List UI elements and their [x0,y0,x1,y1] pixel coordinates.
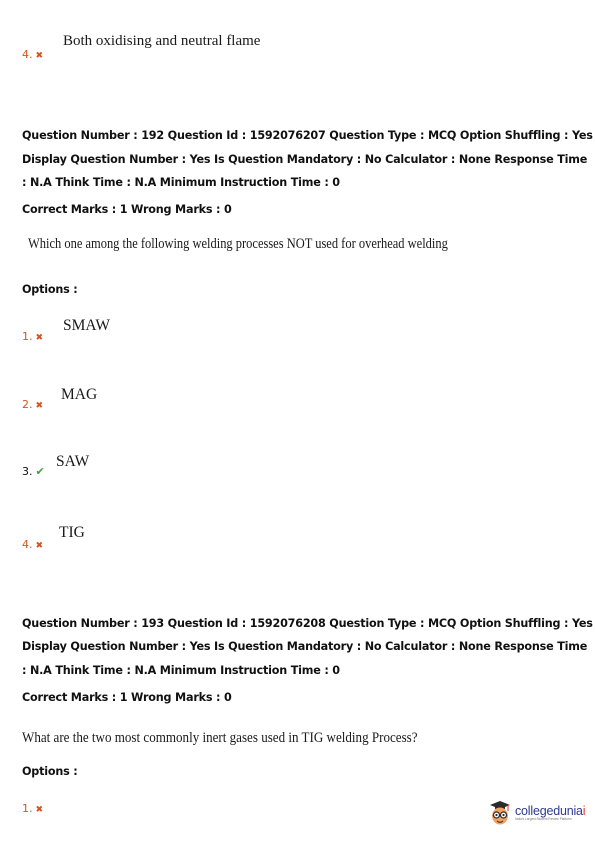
q192-meta-line-3: : N.A Think Time : N.A Minimum Instruction Time : 0 [22,176,340,189]
q192-option-4-text: TIG [59,524,85,541]
q192-option-2-number: 2. ✖ [22,398,44,411]
q192-option-1-number: 1. ✖ [22,330,44,343]
logo-wordmark: collegeduniai [515,803,586,818]
graduate-owl-icon [489,800,511,826]
q192-question-text: Which one among the following welding processes NOT used for overhead welding [28,236,448,252]
q192-option-4-number: 4. ✖ [22,538,44,551]
wrong-mark-icon: ✖ [35,401,44,411]
q192-meta-line-1: Question Number : 192 Question Id : 1592076207 Question Type : MCQ Option Shuffling : Yes [22,129,593,142]
q192-option-3-text: SAW [56,453,90,470]
q193-marks: Correct Marks : 1 Wrong Marks : 0 [22,691,232,704]
q192-option-2-text: MAG [61,386,98,403]
q192-options-label: Options : [22,283,78,296]
collegedunia-logo [489,800,585,826]
q192-marks: Correct Marks : 1 Wrong Marks : 0 [22,203,232,216]
q192-option-3-number: 3. ✔ [22,465,45,478]
q193-meta-line-1: Question Number : 193 Question Id : 1592076208 Question Type : MCQ Option Shuffling : Yes [22,617,593,630]
wrong-mark-icon: ✖ [35,805,44,815]
wrong-mark-icon: ✖ [35,333,44,343]
logo-tagline: India's Largest Student Review Platform [515,817,572,822]
prev-option-4-text: Both oxidising and neutral flame [63,33,261,49]
prev-option-4-number [22,48,43,61]
q192-option-1-text: SMAW [63,317,110,334]
wrong-mark-icon: ✖ [35,541,44,551]
q193-meta-line-3: : N.A Think Time : N.A Minimum Instruction Time : 0 [22,664,340,677]
option-number: 4. [22,48,33,61]
q193-question-text: What are the two most commonly inert gases used in TIG welding Process? [22,730,418,746]
wrong-mark-icon: ✖ [35,51,44,61]
q193-options-label: Options : [22,765,78,778]
correct-check-icon: ✔ [35,465,45,478]
q192-meta-line-2: Display Question Number : Yes Is Question Mandatory : No Calculator : None Response Time [22,153,588,166]
q193-meta-line-2: Display Question Number : Yes Is Question Mandatory : No Calculator : None Response Time [22,640,588,653]
q193-option-1-number: 1. ✖ [22,802,44,815]
